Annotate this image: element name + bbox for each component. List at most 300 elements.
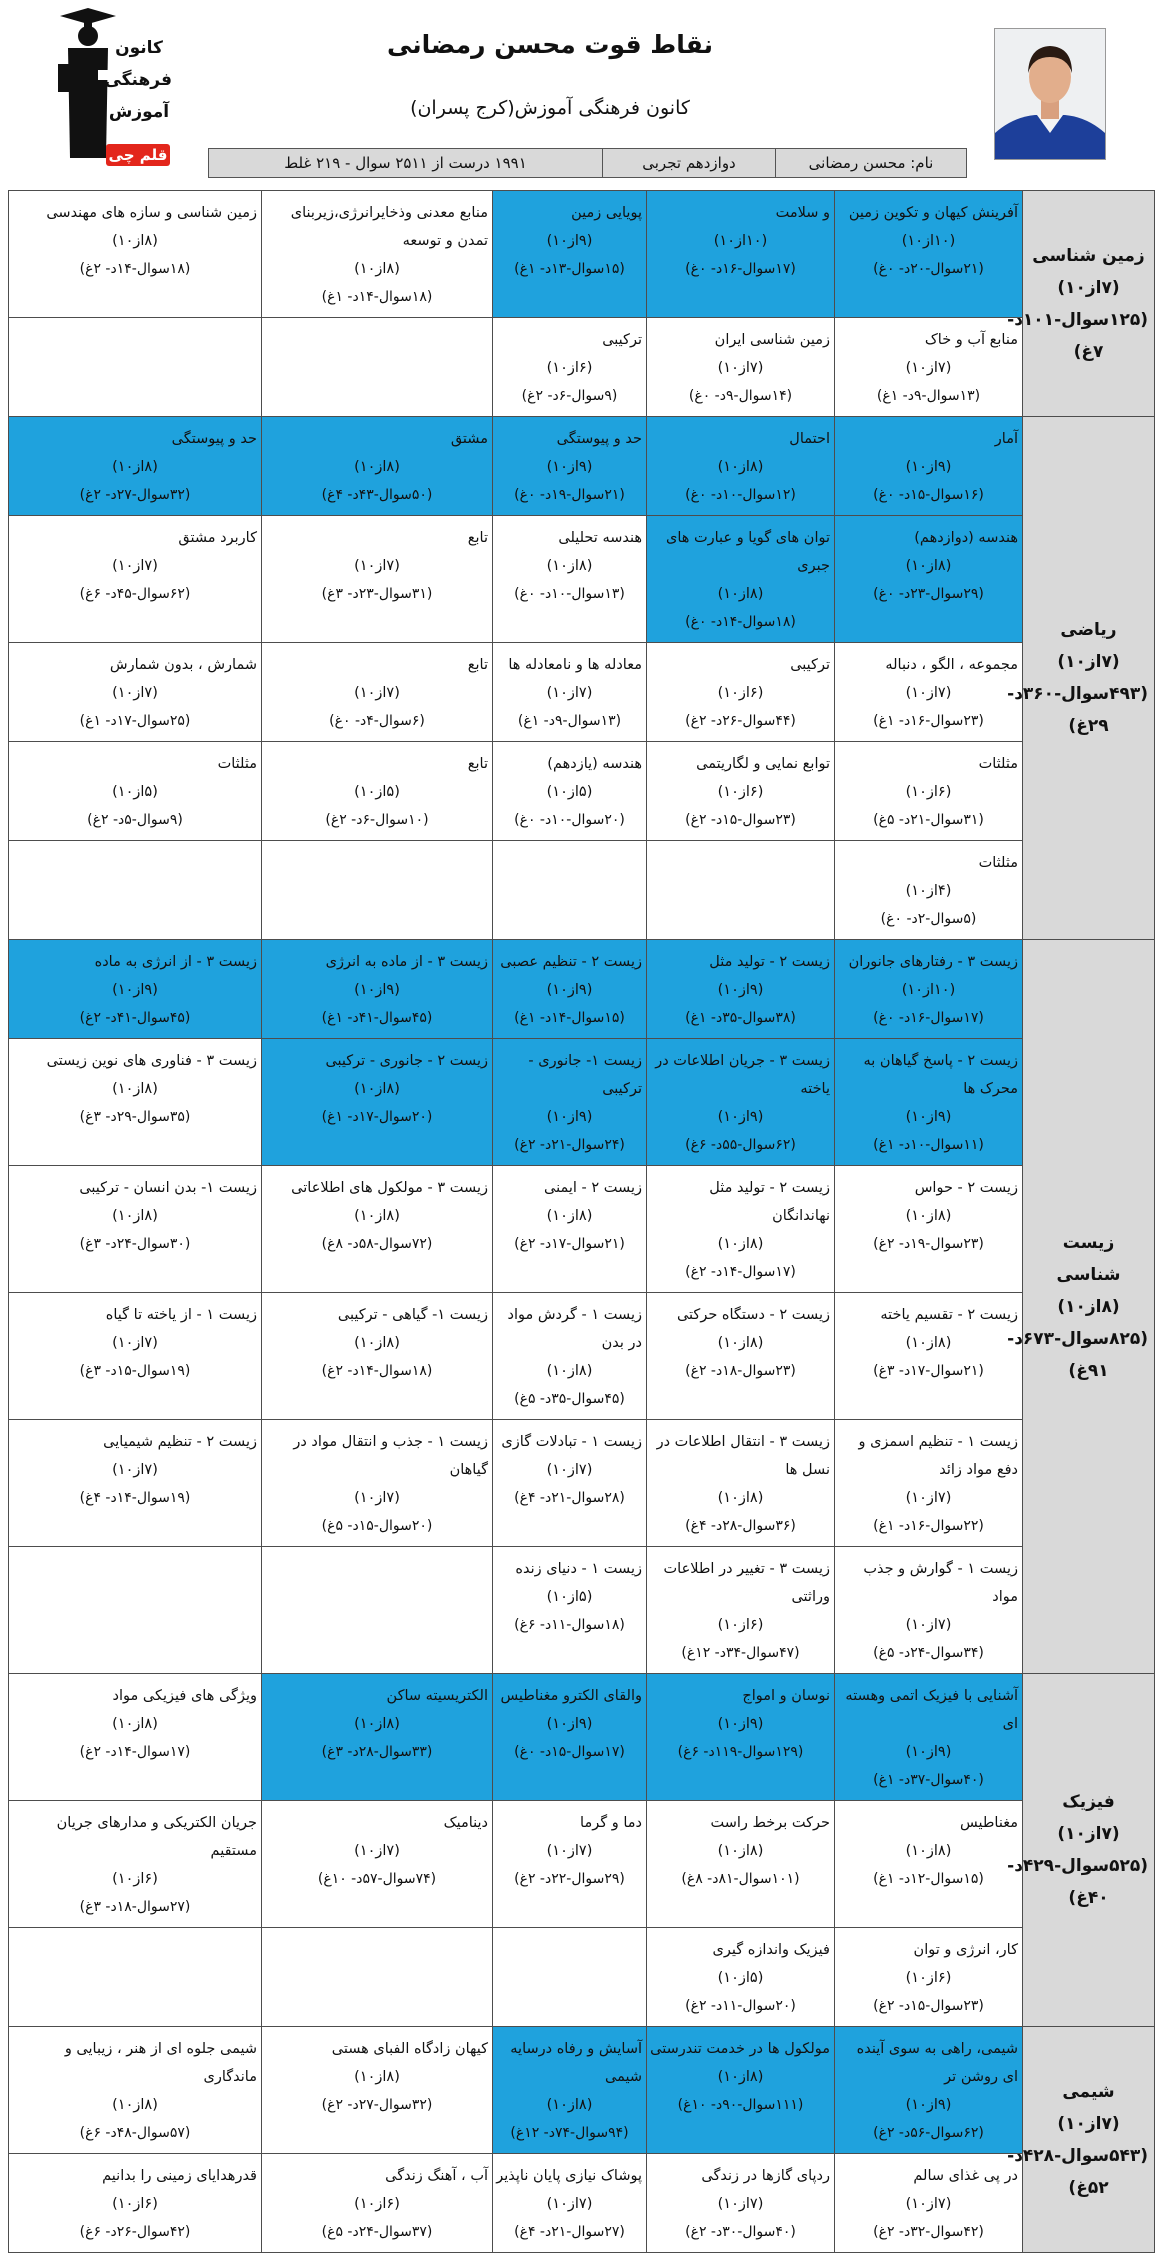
topic-cell xyxy=(835,742,1023,841)
topic-cell xyxy=(9,1801,262,1928)
topic-cell xyxy=(493,1547,647,1674)
subject-stats: (۱۲۵سوال-۱۰۱د- ۷غ) xyxy=(1007,309,1148,362)
table-row xyxy=(9,1420,1155,1547)
topic-stats: (۲۳سوال-۱۵د- ۲غ) xyxy=(873,1998,984,2014)
topic-stats: (۲۰سوال-۱۱د- ۲غ) xyxy=(685,1998,796,2014)
table-row xyxy=(9,1547,1155,1674)
topic-stats: (۹۴سوال-۷۴د- ۱۲غ) xyxy=(510,2125,629,2141)
logo-line-3: آموزش xyxy=(108,102,170,122)
topic-name: دما و گرما xyxy=(580,1815,642,1831)
topic-score: (۱۰از۱۰) xyxy=(901,982,956,998)
topic-name: زیست ۲ - تنظیم عصبی xyxy=(500,954,642,970)
topic-stats: (۶۲سوال-۵۶د- ۲غ) xyxy=(873,2125,984,2141)
topic-score: (۹از۱۰) xyxy=(905,2097,952,2113)
student-grade: دوازدهم تجربی xyxy=(602,149,775,177)
topic-stats: (۱۵سوال-۱۳د- ۱غ) xyxy=(514,261,625,277)
topic-name: آب ، آهنگ زندگی xyxy=(385,2168,488,2184)
topic-score: (۶از۱۰) xyxy=(546,360,593,376)
topic-cell xyxy=(835,318,1023,417)
table-row xyxy=(9,1293,1155,1420)
topic-name: کیهان زادگاه الفبای هستی xyxy=(331,2041,488,2057)
topic-name: و سلامت xyxy=(775,205,830,221)
topic-cell xyxy=(493,1674,647,1801)
topic-cell xyxy=(262,841,493,940)
page-subtitle: کانون فرهنگی آموزش(کرج پسران) xyxy=(410,97,690,119)
topic-score: (۵از۱۰) xyxy=(546,1589,593,1605)
topic-name: زیست ۲ - پاسخ گیاهان به محرک ها xyxy=(863,1053,1018,1097)
topic-name: هندسه (یازدهم) xyxy=(547,756,642,772)
topic-score: (۷از۱۰) xyxy=(717,360,764,376)
topic-score: (۸از۱۰) xyxy=(717,2069,764,2085)
logo-line-1: کانون xyxy=(115,38,163,58)
topic-score: (۹از۱۰) xyxy=(354,982,400,998)
topic-name: زیست ۲ - تولید مثل xyxy=(709,954,830,970)
topic-name: ترکیبی xyxy=(602,332,642,348)
topic-score: (۶از۱۰) xyxy=(112,1871,158,1887)
table-row xyxy=(9,1801,1155,1928)
topic-name: توابع نمایی و لگاریتمی xyxy=(696,756,830,772)
topic-cell xyxy=(647,940,835,1039)
topic-stats: (۱۵سوال-۱۴د- ۱غ) xyxy=(514,1010,625,1026)
topic-name: زیست ۱ - دنیای زنده xyxy=(515,1561,642,1577)
topic-stats: (۳۵سوال-۲۹د- ۳غ) xyxy=(79,1109,191,1125)
topic-name: حد و پیوستگی xyxy=(171,431,257,447)
topic-cell xyxy=(493,318,647,417)
topic-score: (۷از۱۰) xyxy=(354,558,400,574)
topic-name: آفرینش کیهان و تکوین زمین xyxy=(848,205,1018,221)
subject-stats: (۸۲۵سوال-۶۷۳د- ۹۱غ) xyxy=(1007,1328,1148,1381)
topic-stats: (۳۱سوال-۲۳د- ۳غ) xyxy=(321,586,433,602)
topic-score: (۶از۱۰) xyxy=(905,784,952,800)
topic-score: (۷از۱۰) xyxy=(905,1617,952,1633)
topic-stats: (۱۸سوال-۱۴د- ۱غ) xyxy=(321,289,433,305)
table-row xyxy=(9,516,1155,643)
topic-name: حد و پیوستگی xyxy=(556,431,642,447)
topic-name: زیست ۳ - انتقال اطلاعات در نسل ها xyxy=(656,1434,830,1478)
topic-score: (۹از۱۰) xyxy=(905,459,952,475)
topic-cell xyxy=(262,516,493,643)
topic-cell xyxy=(262,1420,493,1547)
topic-score: (۹از۱۰) xyxy=(546,982,593,998)
topic-score: (۷از۱۰) xyxy=(905,1490,952,1506)
topic-name: احتمال xyxy=(789,431,830,447)
topic-score: (۸از۱۰) xyxy=(905,1335,952,1351)
topic-cell xyxy=(262,742,493,841)
topic-name: منابع معدنی وذخایرانرژی،زیربنای تمدن و توسعه xyxy=(290,205,488,249)
topic-cell xyxy=(647,1928,835,2027)
page-title: نقاط قوت محسن رمضانی xyxy=(386,30,713,59)
topic-name: تابع xyxy=(467,530,488,546)
topic-name: جریان الکتریکی و مدارهای جریان مستقیم xyxy=(56,1815,257,1859)
topic-cell xyxy=(647,417,835,516)
topic-cell xyxy=(9,1039,262,1166)
topic-cell xyxy=(647,2027,835,2154)
topic-stats: (۳۰سوال-۲۴د- ۳غ) xyxy=(79,1236,191,1252)
topic-score: (۸از۱۰) xyxy=(546,1208,593,1224)
topic-cell xyxy=(835,516,1023,643)
topic-stats: (۲۹سوال-۲۳د- ۰غ) xyxy=(873,586,984,602)
table-row xyxy=(9,191,1155,318)
topic-cell xyxy=(493,1166,647,1293)
topic-score: (۹از۱۰) xyxy=(546,1109,593,1125)
topic-score: (۸از۱۰) xyxy=(717,1236,764,1252)
topic-score: (۹از۱۰) xyxy=(717,1716,764,1732)
topic-cell xyxy=(647,742,835,841)
topic-score: (۷از۱۰) xyxy=(905,685,952,701)
topic-score: (۸از۱۰) xyxy=(354,261,400,277)
topic-stats: (۱۴سوال-۹د- ۰غ) xyxy=(688,388,793,404)
topic-stats: (۱۵سوال-۱۲د- ۱غ) xyxy=(873,1871,984,1887)
topic-stats: (۱۳سوال-۱۰د- ۰غ) xyxy=(514,586,625,602)
topic-cell xyxy=(647,1547,835,1674)
topic-score: (۸از۱۰) xyxy=(354,1335,400,1351)
topic-cell xyxy=(835,2154,1023,2253)
student-name: نام: محسن رمضانی xyxy=(775,149,966,177)
table-row xyxy=(9,742,1155,841)
topic-name: تابع xyxy=(467,657,488,673)
topic-score: (۷از۱۰) xyxy=(354,1843,400,1859)
topic-cell xyxy=(262,1801,493,1928)
topic-score: (۶از۱۰) xyxy=(354,2196,400,2212)
topic-cell xyxy=(9,1420,262,1547)
topic-stats: (۲۳سوال-۱۹د- ۲غ) xyxy=(873,1236,984,1252)
topic-stats: (۱۱۱سوال-۹۰د- ۱۰غ) xyxy=(677,2097,804,2113)
topic-cell xyxy=(262,1293,493,1420)
topic-cell xyxy=(9,841,262,940)
subject-cell-chemistry xyxy=(1007,2027,1155,2253)
topic-cell xyxy=(647,643,835,742)
topic-score: (۹از۱۰) xyxy=(546,233,593,249)
topic-cell xyxy=(262,1547,493,1674)
topic-stats: (۳۱سوال-۲۱د- ۵غ) xyxy=(873,812,984,828)
topic-name: زیست ۳ - رفتارهای جانوران xyxy=(848,954,1018,970)
topic-name: زیست ۲ - حواس xyxy=(914,1180,1018,1196)
topic-score: (۸از۱۰) xyxy=(717,1335,764,1351)
topic-score: (۷از۱۰) xyxy=(717,2196,764,2212)
topic-score: (۹از۱۰) xyxy=(112,982,158,998)
topic-stats: (۴۰سوال-۳۰د- ۲غ) xyxy=(685,2224,796,2240)
topic-stats: (۴۵سوال-۴۱د- ۲غ) xyxy=(79,1010,191,1026)
student-avatar-icon xyxy=(995,29,1105,159)
topic-cell xyxy=(647,516,835,643)
topic-stats: (۲۷سوال-۱۸د- ۳غ) xyxy=(79,1899,191,1915)
topic-score: (۸از۱۰) xyxy=(112,459,158,475)
topic-score: (۴از۱۰) xyxy=(905,883,952,899)
topic-cell xyxy=(835,1674,1023,1801)
topic-stats: (۵۰سوال-۴۳د- ۴غ) xyxy=(321,487,433,503)
topic-cell xyxy=(835,841,1023,940)
topic-score: (۸از۱۰) xyxy=(112,233,158,249)
topic-stats: (۱۹سوال-۱۴د- ۴غ) xyxy=(79,1490,191,1506)
table-row xyxy=(9,1039,1155,1166)
topic-name: حرکت برخط راست xyxy=(710,1815,830,1831)
table-row xyxy=(9,417,1155,516)
topic-score: (۷از۱۰) xyxy=(354,1490,400,1506)
topic-cell xyxy=(493,2027,647,2154)
topic-cell xyxy=(835,1928,1023,2027)
topic-stats: (۱۸سوال-۱۱د- ۶غ) xyxy=(514,1617,625,1633)
topic-stats: (۲۰سوال-۱۷د- ۱غ) xyxy=(321,1109,433,1125)
topic-name: زیست ۱ - تبادلات گازی xyxy=(501,1434,642,1450)
topic-score: (۶از۱۰) xyxy=(905,1970,952,1986)
topic-score: (۸از۱۰) xyxy=(112,1716,158,1732)
topic-score: (۸از۱۰) xyxy=(717,586,764,602)
topic-cell xyxy=(647,1674,835,1801)
topic-stats: (۵سوال-۲د- ۰غ) xyxy=(880,911,977,927)
topic-cell xyxy=(493,1420,647,1547)
topic-score: (۵از۱۰) xyxy=(717,1970,764,1986)
topic-stats: (۱۹سوال-۱۵د- ۳غ) xyxy=(79,1363,191,1379)
topic-stats: (۹سوال-۵د- ۲غ) xyxy=(87,812,183,828)
topic-score: (۸از۱۰) xyxy=(354,1081,400,1097)
topic-stats: (۴۴سوال-۲۶د- ۲غ) xyxy=(685,713,796,729)
topic-name: زیست ۲ - جانوری - ترکیبی xyxy=(325,1053,488,1069)
topic-score: (۶از۱۰) xyxy=(717,685,764,701)
table-row xyxy=(9,841,1155,940)
topic-cell xyxy=(647,2154,835,2253)
topic-cell xyxy=(262,2154,493,2253)
subject-name: شیمی (۷از۱۰) xyxy=(1057,2081,1120,2134)
topic-stats: (۴۵سوال-۳۵د- ۵غ) xyxy=(514,1391,625,1407)
topic-cell xyxy=(647,1420,835,1547)
topic-stats: (۴۲سوال-۳۲د- ۲غ) xyxy=(873,2224,984,2240)
topic-score: (۵از۱۰) xyxy=(546,784,593,800)
topic-name: زیست ۲ - ایمنی xyxy=(544,1180,642,1196)
topic-stats: (۱۷سوال-۱۴د- ۲غ) xyxy=(79,1744,191,1760)
topic-score: (۷از۱۰) xyxy=(354,685,400,701)
topic-cell xyxy=(9,2154,262,2253)
subject-stats: (۴۹۳سوال-۳۶۰د- ۲۹غ) xyxy=(1007,684,1148,736)
topic-score: (۸از۱۰) xyxy=(905,558,952,574)
subject-cell-geology xyxy=(1007,191,1155,417)
topic-score: (۸از۱۰) xyxy=(112,1081,158,1097)
topic-name: زمین شناسی ایران xyxy=(714,332,830,348)
topic-stats: (۲۲سوال-۱۶د- ۱غ) xyxy=(873,1518,984,1534)
topic-score: (۸از۱۰) xyxy=(717,1843,764,1859)
topic-cell xyxy=(647,1166,835,1293)
topic-name: آسایش و رفاه درسایه شیمی xyxy=(510,2041,642,2085)
topic-stats: (۲۳سوال-۱۵د- ۲غ) xyxy=(685,812,796,828)
topic-cell xyxy=(262,940,493,1039)
topic-stats: (۱۷سوال-۱۶د- ۰غ) xyxy=(685,261,796,277)
subject-name: ریاضی (۷از۱۰) xyxy=(1057,620,1120,672)
topic-stats: (۱۱سوال-۱۰د- ۱غ) xyxy=(873,1137,984,1153)
subject-name: زیست شناسی (۸از۱۰) xyxy=(1056,1232,1121,1317)
topic-stats: (۶۲سوال-۵۵د- ۶غ) xyxy=(685,1137,796,1153)
topic-stats: (۱۰۱سوال-۸۱د- ۸غ) xyxy=(681,1871,800,1887)
topic-cell xyxy=(493,1039,647,1166)
topic-name: زیست ۳ - از انرژی به ماده xyxy=(94,954,257,970)
topic-stats: (۲۳سوال-۱۸د- ۲غ) xyxy=(685,1363,796,1379)
topic-stats: (۳۲سوال-۲۷د- ۲غ) xyxy=(321,2097,433,2113)
topic-stats: (۱۲۹سوال-۱۱۹د- ۶غ) xyxy=(677,1744,804,1760)
topic-name: شیمی، راهی به سوی آینده ای روشن تر xyxy=(856,2041,1018,2085)
topic-name: هندسه تحلیلی xyxy=(558,530,642,546)
topic-stats: (۲۷سوال-۲۱د- ۴غ) xyxy=(514,2224,625,2240)
topic-name: زیست ۱ - از یاخته تا گیاه xyxy=(105,1307,257,1323)
topic-name: شیمی جلوه ای از هنر ، زیبایی و ماندگاری xyxy=(64,2041,257,2085)
topic-score: (۸از۱۰) xyxy=(546,2097,593,2113)
topic-name: زیست ۱- گیاهی - ترکیبی xyxy=(337,1307,488,1323)
topic-cell xyxy=(262,1674,493,1801)
topic-stats: (۱۶سوال-۱۵د- ۰غ) xyxy=(873,487,984,503)
topic-cell xyxy=(835,1166,1023,1293)
topic-name: مثلثات xyxy=(978,855,1018,871)
topic-name: دینامیک xyxy=(443,1815,488,1831)
topic-name: مشتق xyxy=(450,431,488,447)
topic-name: زیست ۱ - گردش مواد در بدن xyxy=(507,1307,642,1351)
topic-stats: (۱۸سوال-۱۴د- ۲غ) xyxy=(321,1363,433,1379)
topic-cell xyxy=(262,1039,493,1166)
topic-stats: (۲۰سوال-۱۵د- ۵غ) xyxy=(321,1518,433,1534)
topic-stats: (۷۴سوال-۵۷د- ۱۰غ) xyxy=(317,1871,437,1887)
topic-score: (۷از۱۰) xyxy=(546,2196,593,2212)
topic-score: (۶از۱۰) xyxy=(112,2196,158,2212)
topic-stats: (۲۱سوال-۱۷د- ۲غ) xyxy=(514,1236,625,1252)
topic-stats: (۱۸سوال-۱۴د- ۲غ) xyxy=(79,261,191,277)
topic-score: (۷از۱۰) xyxy=(905,360,952,376)
topic-score: (۷از۱۰) xyxy=(112,1335,158,1351)
topic-name: مجموعه ، الگو ، دنباله xyxy=(885,657,1018,673)
topic-cell xyxy=(9,1674,262,1801)
topic-name: آشنایی با فیزیک اتمی وهسته ای xyxy=(845,1688,1018,1732)
topic-score: (۸از۱۰) xyxy=(717,1490,764,1506)
topic-name: آمار xyxy=(994,431,1018,447)
topic-cell xyxy=(493,191,647,318)
topic-score: (۷از۱۰) xyxy=(112,558,158,574)
topic-name: کار، انرژی و توان xyxy=(913,1942,1018,1958)
topic-name: معادله ها و نامعادله ها xyxy=(508,657,642,673)
subject-cell-biology xyxy=(1007,940,1155,1674)
topic-name: فیزیک واندازه گیری xyxy=(712,1942,830,1958)
topic-cell xyxy=(493,643,647,742)
logo xyxy=(54,8,172,168)
topic-cell xyxy=(262,2027,493,2154)
topic-cell xyxy=(9,318,262,417)
topic-name: پویایی زمین xyxy=(571,205,642,221)
topic-score: (۱۰از۱۰) xyxy=(901,233,956,249)
subject-name: زمین شناسی (۷از۱۰) xyxy=(1032,245,1145,298)
topic-cell xyxy=(835,1801,1023,1928)
topic-cell xyxy=(493,1293,647,1420)
topic-name: زیست ۳ - مولکول های اطلاعاتی xyxy=(291,1180,488,1196)
topic-name: زیست ۲ - تنظیم شیمیایی xyxy=(103,1434,257,1450)
topic-cell xyxy=(493,516,647,643)
topic-score: (۸از۱۰) xyxy=(354,1716,400,1732)
subject-name: فیزیک (۷از۱۰) xyxy=(1057,1792,1120,1844)
topic-cell xyxy=(647,1039,835,1166)
topic-cell xyxy=(9,191,262,318)
topic-score: (۹از۱۰) xyxy=(717,982,764,998)
topic-cell xyxy=(647,1801,835,1928)
topic-stats: (۲۳سوال-۱۶د- ۱غ) xyxy=(873,713,984,729)
topic-stats: (۲۰سوال-۱۰د- ۰غ) xyxy=(514,812,625,828)
topic-stats: (۳۴سوال-۲۴د- ۵غ) xyxy=(873,1645,984,1661)
topic-score: (۸از۱۰) xyxy=(546,558,593,574)
topic-score: (۶از۱۰) xyxy=(717,784,764,800)
topic-score: (۸از۱۰) xyxy=(354,459,400,475)
topic-stats: (۳۷سوال-۲۴د- ۵غ) xyxy=(321,2224,433,2240)
topic-score: (۷از۱۰) xyxy=(112,685,158,701)
topic-name: مولکول ها در خدمت تندرستی xyxy=(650,2041,830,2057)
topic-stats: (۶۲سوال-۴۵د- ۶غ) xyxy=(79,586,191,602)
topic-cell xyxy=(835,2027,1023,2154)
topic-cell xyxy=(262,417,493,516)
topic-cell xyxy=(647,841,835,940)
topic-cell xyxy=(835,191,1023,318)
topic-stats: (۳۲سوال-۲۷د- ۲غ) xyxy=(79,487,191,503)
topic-score: (۵از۱۰) xyxy=(112,784,158,800)
subject-stats: (۵۴۳سوال-۴۲۸د- ۵۲غ) xyxy=(1007,2145,1148,2198)
topic-cell xyxy=(262,1928,493,2027)
topic-name: زیست ۲ - تولید مثل نهاندانگان xyxy=(709,1180,830,1224)
topic-score: (۷از۱۰) xyxy=(546,1843,593,1859)
student-info-bar xyxy=(208,148,967,178)
topic-name: مثلثات xyxy=(217,756,257,772)
topic-stats: (۵۷سوال-۴۸د- ۶غ) xyxy=(79,2125,191,2141)
table-row xyxy=(9,318,1155,417)
topic-name: مثلثات xyxy=(978,756,1018,772)
topic-score: (۸از۱۰) xyxy=(905,1208,952,1224)
topic-name: منابع آب و خاک xyxy=(924,332,1018,348)
topic-stats: (۲۱سوال-۲۰د- ۰غ) xyxy=(873,261,984,277)
topic-score: (۸از۱۰) xyxy=(546,1363,593,1379)
topic-cell xyxy=(9,940,262,1039)
topic-cell xyxy=(493,1928,647,2027)
topic-name: زیست ۱ - گوارش و جذب مواد xyxy=(863,1561,1018,1605)
logo-line-2: فرهنگی xyxy=(104,70,172,90)
topic-stats: (۲۴سوال-۲۱د- ۲غ) xyxy=(514,1137,625,1153)
topic-score: (۸از۱۰) xyxy=(905,1843,952,1859)
topic-name: زمین شناسی و سازه های مهندسی xyxy=(46,205,257,221)
table-row xyxy=(9,940,1155,1039)
topic-cell xyxy=(9,643,262,742)
topic-name: هندسه (دوازدهم) xyxy=(914,530,1018,546)
logo-badge: قلم چی xyxy=(106,144,170,166)
student-photo xyxy=(994,28,1106,160)
topic-cell xyxy=(835,1293,1023,1420)
topic-score: (۷از۱۰) xyxy=(546,685,593,701)
topic-name: زیست ۱- بدن انسان - ترکیبی xyxy=(79,1180,257,1196)
topic-cell xyxy=(493,841,647,940)
topic-stats: (۲۱سوال-۱۹د- ۰غ) xyxy=(514,487,625,503)
topic-score: (۸از۱۰) xyxy=(112,1208,158,1224)
topic-score: (۷از۱۰) xyxy=(546,1462,593,1478)
topic-stats: (۴۷سوال-۳۴د- ۱۲غ) xyxy=(681,1645,800,1661)
subject-cell-physics xyxy=(1007,1674,1155,2027)
topic-name: نوسان و امواج xyxy=(742,1688,830,1704)
topic-cell xyxy=(9,742,262,841)
topic-stats: (۲۱سوال-۱۷د- ۳غ) xyxy=(873,1363,984,1379)
topic-name: مغناطیس xyxy=(960,1815,1018,1831)
topic-stats: (۱۰سوال-۶د- ۲غ) xyxy=(325,812,429,828)
topic-cell xyxy=(262,191,493,318)
topic-cell xyxy=(835,643,1023,742)
topic-score: (۹از۱۰) xyxy=(546,1716,593,1732)
topic-score: (۸از۱۰) xyxy=(354,1208,400,1224)
topic-stats: (۴۰سوال-۳۷د- ۱غ) xyxy=(873,1772,984,1788)
topic-name: پوشاک نیازی پایان ناپذیر xyxy=(496,2168,642,2184)
topic-name: شمارش ، بدون شمارش xyxy=(109,657,257,673)
table-row xyxy=(9,2154,1155,2253)
table-row xyxy=(9,2027,1155,2154)
topic-score: (۸از۱۰) xyxy=(717,459,764,475)
topic-stats: (۳۶سوال-۲۸د- ۴غ) xyxy=(685,1518,796,1534)
topic-cell xyxy=(9,1928,262,2027)
topic-cell xyxy=(493,417,647,516)
topic-cell xyxy=(493,1801,647,1928)
topic-stats: (۱۳سوال-۹د- ۱غ) xyxy=(517,713,622,729)
